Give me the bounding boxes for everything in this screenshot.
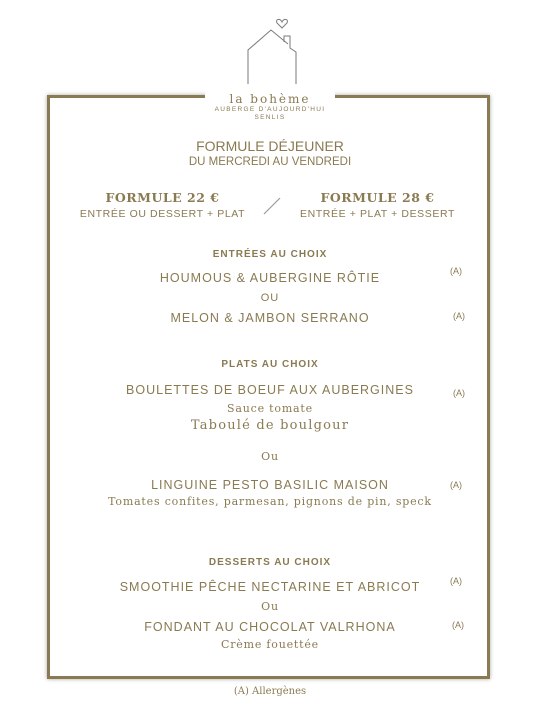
brand-name: la bohème bbox=[229, 92, 311, 106]
plat-or: Ou bbox=[261, 450, 279, 463]
plat-2-detail: Tomates confites, parmesan, pignons de pin, speck bbox=[108, 495, 432, 508]
formula-22-title: FORMULE 22 € bbox=[105, 190, 220, 205]
plats-heading: PLATS AU CHOIX bbox=[221, 359, 319, 370]
entrees-heading: ENTRÉES AU CHOIX bbox=[212, 249, 328, 260]
allergen-footnote: (A) Allergènes bbox=[233, 686, 307, 697]
entree-2-allergen: (A) bbox=[453, 311, 465, 321]
plat-1: BOULETTES DE BOEUF AUX AUBERGINES bbox=[126, 383, 414, 397]
dessert-or: Ou bbox=[261, 600, 279, 613]
slash-divider bbox=[262, 196, 282, 216]
entree-2: MELON & JAMBON SERRANO bbox=[170, 311, 370, 325]
house-heart-icon bbox=[244, 14, 300, 86]
entree-or: OU bbox=[260, 292, 280, 304]
entree-1: HOUMOUS & AUBERGINE RÔTIE bbox=[159, 271, 381, 285]
brand-line2: SENLIS bbox=[254, 114, 286, 121]
dessert-2: FONDANT AU CHOCOLAT VALRHONA bbox=[144, 620, 396, 634]
page-title: FORMULE DÉJEUNER bbox=[196, 138, 344, 154]
dessert-2-allergen: (A) bbox=[452, 620, 464, 630]
desserts-heading: DESSERTS AU CHOIX bbox=[208, 557, 332, 568]
page-subtitle: DU MERCREDI AU VENDREDI bbox=[188, 156, 352, 168]
dessert-2-detail: Crème fouettée bbox=[221, 638, 319, 651]
brand-block bbox=[205, 86, 335, 130]
formula-22-description: ENTRÉE OU DESSERT + PLAT bbox=[79, 208, 246, 220]
plat-1-detail-1: Sauce tomate bbox=[227, 402, 313, 415]
plat-2: LINGUINE PESTO BASILIC MAISON bbox=[151, 478, 389, 492]
plat-1-allergen: (A) bbox=[453, 388, 465, 398]
formula-28-description: ENTRÉE + PLAT + DESSERT bbox=[299, 208, 456, 220]
dessert-1-allergen: (A) bbox=[450, 576, 462, 586]
entree-1-allergen: (A) bbox=[450, 266, 462, 276]
brand-line1: AUBERGE D'AUJOURD'HUI bbox=[214, 106, 326, 113]
plat-2-allergen: (A) bbox=[450, 480, 462, 490]
formula-28-title: FORMULE 28 € bbox=[320, 190, 435, 205]
dessert-1: SMOOTHIE PÊCHE NECTARINE ET ABRICOT bbox=[119, 580, 421, 594]
plat-1-detail-2: Taboulé de boulgour bbox=[190, 418, 350, 433]
